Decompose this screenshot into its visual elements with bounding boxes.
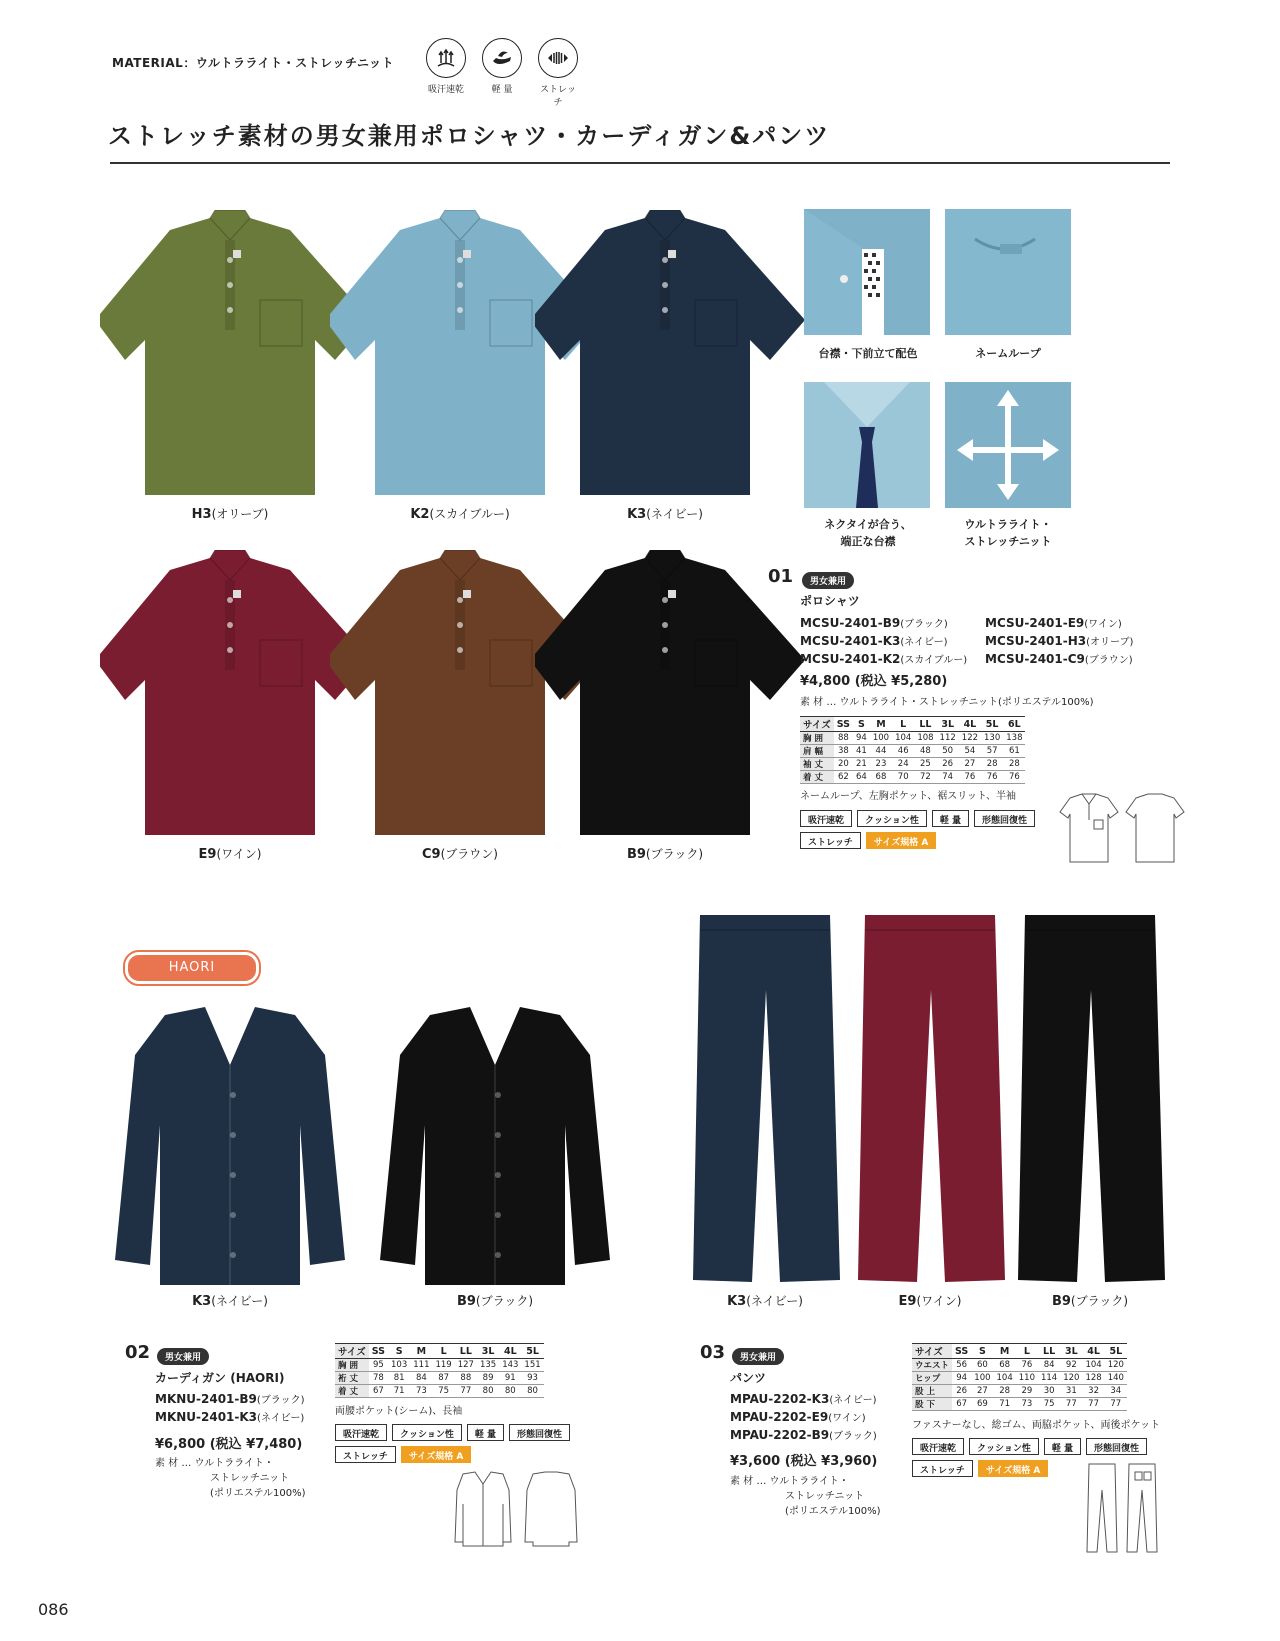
product-code: MPAU-2202-K3(ネイビー) [730,1392,877,1406]
size-cell: 68 [870,771,892,784]
product-note: ファスナーなし、総ゴム、両脇ポケット、両後ポケット [912,1420,1160,1431]
size-cell: 69 [971,1398,993,1411]
size-cell: 28 [981,758,1003,771]
unisex-tag-label: 男女兼用 [157,1348,209,1365]
size-cell: 48 [914,745,936,758]
size-cell: 6L [1003,717,1025,732]
size-cell: 110 [1016,1372,1038,1385]
size-cell: 27 [959,758,981,771]
size-cell: 93 [521,1372,543,1385]
detail-photo-stretch [945,382,1071,508]
size-cell: 130 [981,732,1003,745]
feature-badges [800,810,1060,849]
size-table [800,716,1025,784]
cardigan-photo [105,1005,355,1295]
feature-badge: クッション性 [969,1438,1039,1455]
color-code: C9 [422,847,441,862]
unisex-tag [802,569,854,589]
size-cell: 84 [1038,1359,1060,1372]
size-cell: 80 [521,1385,543,1398]
size-cell: 140 [1105,1372,1127,1385]
stretch-icon [538,38,578,78]
size-cell: 91 [499,1372,521,1385]
size-row [335,1385,544,1398]
size-cell: 108 [914,732,936,745]
size-table [335,1343,544,1398]
size-cell: 75 [1038,1398,1060,1411]
size-cell: 77 [1105,1398,1127,1411]
color-code: K3 [727,1294,747,1309]
size-cell: 肩 幅 [800,745,834,758]
size-cell: 68 [994,1359,1016,1372]
size-cell: 64 [853,771,870,784]
feature-sweat-dry [424,38,468,108]
size-cell: 87 [432,1372,454,1385]
unisex-tag [732,1345,784,1365]
size-cell: 股 下 [912,1398,952,1411]
size-cell: 29 [1016,1385,1038,1398]
size-cell: L [1016,1344,1038,1359]
color-caption [415,1292,575,1309]
feature-badge: 形態回復性 [974,810,1035,827]
size-cell: 21 [853,758,870,771]
size-cell: 着 丈 [800,771,834,784]
product-code: MCSU-2401-H3(オリーブ) [985,634,1134,648]
size-cell: 26 [937,758,959,771]
detail-caption [933,516,1083,550]
detail-caption-line: ネクタイが合う、 [824,518,912,531]
size-cell: 5L [981,717,1003,732]
size-cell: 128 [1082,1372,1104,1385]
lightweight-icon [482,38,522,78]
size-row [800,745,1025,758]
size-cell: SS [952,1344,971,1359]
size-cell: 28 [1003,758,1025,771]
feature-badge: 形態回復性 [509,1424,570,1441]
size-cell: 120 [1105,1359,1127,1372]
page-title: ストレッチ素材の男女兼用ポロシャツ・カーディガン&パンツ [108,122,831,150]
color-code: B9 [626,847,646,862]
color-code: K2 [410,507,430,522]
product-codes-right [985,615,1133,669]
feature-badge: クッション性 [392,1424,462,1441]
size-cell: 71 [388,1385,410,1398]
polo-line-drawing [1056,790,1188,870]
feature-badge: サイズ規格 A [866,832,936,849]
feature-lightweight [480,38,524,108]
color-caption [150,845,310,862]
product-code: MPAU-2202-E9(ワイン) [730,1410,866,1424]
feature-badge: 吸汗速乾 [335,1424,387,1441]
size-cell: 32 [1082,1385,1104,1398]
size-cell: サイズ [335,1344,369,1359]
size-cell: 120 [1060,1372,1082,1385]
feature-badge: 軽 量 [932,810,969,827]
product-codes [155,1391,305,1427]
color-caption [150,505,310,522]
size-cell: 135 [477,1359,499,1372]
detail-photo-necktie [804,382,930,508]
color-caption [850,1292,1010,1309]
detail-caption: ネームループ [975,347,1041,360]
size-cell: 76 [981,771,1003,784]
size-cell: 104 [994,1372,1016,1385]
size-cell: 5L [521,1344,543,1359]
color-code: K3 [627,507,647,522]
size-cell: 88 [834,732,853,745]
size-cell: 114 [1038,1372,1060,1385]
color-name: (スカイブルー) [429,507,510,521]
size-cell: 127 [455,1359,477,1372]
size-cell: 38 [834,745,853,758]
size-cell: 74 [937,771,959,784]
size-cell: 104 [1082,1359,1104,1372]
size-cell: 30 [1038,1385,1060,1398]
feature-badge: 軽 量 [467,1424,504,1441]
polo-shirt-photo [535,550,815,840]
size-row [912,1344,1127,1359]
title-divider [110,162,1170,164]
size-row [335,1344,544,1359]
size-cell: 73 [410,1385,432,1398]
size-cell: 4L [499,1344,521,1359]
feature-badges [335,1424,590,1463]
color-name: (ブラック) [1070,1294,1129,1308]
color-caption [380,845,540,862]
color-caption [1010,1292,1170,1309]
color-name: (ネイビー) [646,507,703,521]
size-cell: M [994,1344,1016,1359]
size-cell: 122 [959,732,981,745]
size-cell: 104 [892,732,914,745]
detail-caption-line: ウルトラライト・ [964,518,1052,531]
product-name: カーディガン (HAORI) [155,1371,285,1385]
product-material: 素 材 … ウルトラライト・ ストレッチニット (ポリエステル100%) [730,1476,881,1517]
product-code: MCSU-2401-E9(ワイン) [985,616,1122,630]
product-number: 02 [125,1342,151,1363]
size-cell: 25 [914,758,936,771]
haori-badge: HAORI [125,952,259,984]
feature-badge: 形態回復性 [1086,1438,1147,1455]
color-name: (ブラック) [645,847,704,861]
size-row [912,1359,1127,1372]
size-cell: 75 [432,1385,454,1398]
detail-caption-line: ストレッチニット [964,535,1052,548]
size-cell: 138 [1003,732,1025,745]
size-cell: 28 [994,1385,1016,1398]
pants-line-drawing [1085,1460,1165,1556]
product-code: MCSU-2401-B9(ブラック) [800,616,948,630]
size-cell: 3L [1060,1344,1082,1359]
size-cell: 23 [870,758,892,771]
product-price: ¥3,600 (税込 ¥3,960) [730,1454,878,1469]
size-cell: 81 [388,1372,410,1385]
size-cell: ウエスト [912,1359,952,1372]
detail-caption-line: 端正な台襟 [840,535,896,548]
size-row [912,1372,1127,1385]
size-row [800,771,1025,784]
size-cell: LL [455,1344,477,1359]
size-cell: 76 [1003,771,1025,784]
product-code: MCSU-2401-K2(スカイブルー) [800,652,968,666]
size-cell: 112 [937,732,959,745]
color-code: H3 [191,507,212,522]
color-caption [685,1292,845,1309]
detail-caption: 台襟・下前立て配色 [818,347,918,360]
size-cell: 61 [1003,745,1025,758]
size-cell: 100 [971,1372,993,1385]
product-name: ポロシャツ [800,594,860,608]
cardigan-photo [370,1005,620,1295]
feature-badge: ストレッチ [912,1460,973,1477]
color-name: (ブラウン) [440,847,498,861]
size-cell: 44 [870,745,892,758]
unisex-tag [157,1345,209,1365]
product-code: MKNU-2401-B9(ブラック) [155,1392,305,1406]
size-cell: LL [1038,1344,1060,1359]
size-cell: 20 [834,758,853,771]
size-cell: SS [834,717,853,732]
pants-photo [1015,910,1165,1290]
color-name: (ワイン) [916,1294,962,1308]
size-cell: 77 [1082,1398,1104,1411]
product-code: MCSU-2401-C9(ブラウン) [985,652,1133,666]
size-row [800,717,1025,732]
color-name: (ネイビー) [746,1294,803,1308]
color-caption [585,505,745,522]
size-cell: 89 [477,1372,499,1385]
size-cell: 71 [994,1398,1016,1411]
color-name: (ブラック) [475,1294,534,1308]
feature-label: ストレッチ [540,85,576,108]
size-cell: 46 [892,745,914,758]
size-cell: 袖 丈 [800,758,834,771]
size-cell: 100 [870,732,892,745]
color-code: B9 [1051,1294,1071,1309]
color-caption [380,505,540,522]
color-code: K3 [192,1294,212,1309]
material-line: MATERIAL：ウルトラライト・ストレッチニット [112,56,395,70]
size-cell: 57 [981,745,1003,758]
feature-stretch [536,38,580,108]
feature-badge: ストレッチ [335,1446,396,1463]
color-code: E9 [898,1294,917,1309]
feature-badge: 軽 量 [1044,1438,1081,1455]
size-table [912,1343,1127,1411]
polo-shirt-photo [535,210,815,500]
size-cell: M [870,717,892,732]
product-codes-left [800,615,967,669]
size-cell: 着 丈 [335,1385,369,1398]
size-cell: 56 [952,1359,971,1372]
size-cell: サイズ [912,1344,952,1359]
size-cell: S [388,1344,410,1359]
product-price: ¥4,800 (税込 ¥5,280) [800,674,948,689]
product-note: 両腰ポケット(シーム)、長袖 [335,1406,463,1417]
pants-photo [690,910,840,1290]
size-cell: L [432,1344,454,1359]
feature-badge: サイズ規格 A [401,1446,471,1463]
size-cell: 27 [971,1385,993,1398]
size-cell: 73 [1016,1398,1038,1411]
size-cell: 94 [952,1372,971,1385]
size-cell: 5L [1105,1344,1127,1359]
size-cell: 80 [499,1385,521,1398]
feature-label: 軽 量 [491,85,513,95]
size-row [912,1398,1127,1411]
feature-label: 吸汗速乾 [427,85,464,95]
size-cell: 103 [388,1359,410,1372]
size-cell: 78 [369,1372,388,1385]
size-cell: 72 [914,771,936,784]
size-row [912,1385,1127,1398]
size-cell: 3L [937,717,959,732]
product-codes [730,1391,877,1445]
unisex-tag-label: 男女兼用 [802,572,854,589]
size-cell: 151 [521,1359,543,1372]
size-cell: S [971,1344,993,1359]
size-cell: 胸 囲 [800,732,834,745]
size-cell: 50 [937,745,959,758]
detail-caption [793,516,943,550]
size-cell: 95 [369,1359,388,1372]
size-cell: 62 [834,771,853,784]
size-cell: 80 [477,1385,499,1398]
product-code: MKNU-2401-K3(ネイビー) [155,1410,305,1424]
size-cell: 94 [853,732,870,745]
size-row [335,1372,544,1385]
product-code: MCSU-2401-K3(ネイビー) [800,634,948,648]
unisex-tag-label: 男女兼用 [732,1348,784,1365]
size-cell: 54 [959,745,981,758]
product-number: 01 [768,566,794,587]
product-material: 素 材 … ウルトラライト・ ストレッチニット (ポリエステル100%) [155,1458,306,1499]
size-cell: 34 [1105,1385,1127,1398]
color-name: (ワイン) [216,847,262,861]
pants-photo [855,910,1005,1290]
size-row [800,732,1025,745]
size-cell: 70 [892,771,914,784]
size-cell: 26 [952,1385,971,1398]
detail-photo-collar [804,209,930,335]
size-cell: M [410,1344,432,1359]
product-material: 素 材 … ウルトラライト・ストレッチニット(ポリエステル100%) [800,697,1094,708]
size-cell: 119 [432,1359,454,1372]
size-cell: 3L [477,1344,499,1359]
size-cell: 31 [1060,1385,1082,1398]
color-name: (ネイビー) [211,1294,268,1308]
size-cell: 76 [1016,1359,1038,1372]
size-cell: ヒップ [912,1372,952,1385]
size-cell: 4L [959,717,981,732]
color-name: (オリーブ) [211,507,269,521]
size-cell: 胸 囲 [335,1359,369,1372]
detail-photo-name-loop [945,209,1071,335]
size-cell: 77 [1060,1398,1082,1411]
size-cell: 4L [1082,1344,1104,1359]
color-code: E9 [198,847,217,862]
size-cell: 67 [369,1385,388,1398]
feature-badge: 吸汗速乾 [800,810,852,827]
size-cell: 裄 丈 [335,1372,369,1385]
feature-badge: サイズ規格 A [978,1460,1048,1477]
size-cell: 24 [892,758,914,771]
feature-icons [424,38,580,108]
size-cell: L [892,717,914,732]
product-code: MPAU-2202-B9(ブラック) [730,1428,877,1442]
size-cell: 41 [853,745,870,758]
feature-badge: クッション性 [857,810,927,827]
size-row [800,758,1025,771]
size-cell: LL [914,717,936,732]
color-caption [150,1292,310,1309]
cardigan-line-drawing [445,1470,587,1552]
size-cell: 143 [499,1359,521,1372]
size-cell: 76 [959,771,981,784]
size-cell: 77 [455,1385,477,1398]
size-cell: 67 [952,1398,971,1411]
size-row [335,1359,544,1372]
size-cell: SS [369,1344,388,1359]
size-cell: 88 [455,1372,477,1385]
size-cell: サイズ [800,717,834,732]
size-cell: 股 上 [912,1385,952,1398]
color-caption [585,845,745,862]
size-cell: 111 [410,1359,432,1372]
feature-badge: 吸汗速乾 [912,1438,964,1455]
size-cell: 92 [1060,1359,1082,1372]
size-cell: 84 [410,1372,432,1385]
sweat-dry-icon [426,38,466,78]
product-number: 03 [700,1342,726,1363]
feature-badge: ストレッチ [800,832,861,849]
size-cell: S [853,717,870,732]
color-code: B9 [456,1294,476,1309]
product-price: ¥6,800 (税込 ¥7,480) [155,1437,303,1452]
page-number: 086 [38,1600,69,1619]
size-cell: 60 [971,1359,993,1372]
product-note: ネームループ、左胸ポケット、裾スリット、半袖 [800,791,1016,802]
product-name: パンツ [730,1371,767,1385]
